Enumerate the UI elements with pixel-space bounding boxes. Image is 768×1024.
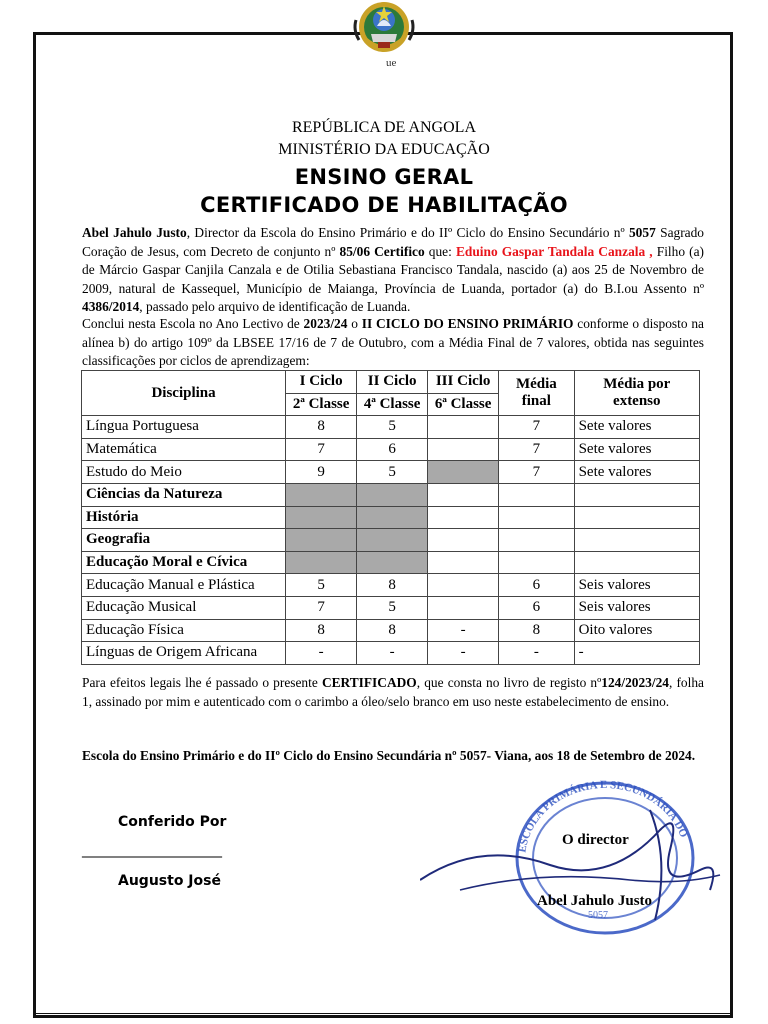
stamp-arc-text: ESCOLA PRIMÁRIA E SECUNDÁRIA DO — [516, 778, 690, 854]
text-segment: Sagrado Coração de Jesus, com Decreto de conjunto nº — [82, 225, 705, 259]
ciclo-3-grade-cell — [428, 596, 499, 619]
text-segment: Para efeitos legais lhe é passado o presente — [82, 675, 322, 690]
text-segment: 85/06 Certifico — [339, 243, 425, 259]
ciclo-2-grade-cell — [357, 529, 428, 552]
legal-paragraph — [82, 674, 704, 711]
media-final-cell: 6 — [499, 596, 574, 619]
ciclo-1-grade-cell: 8 — [286, 416, 357, 439]
media-extenso-cell: Seis valores — [574, 596, 699, 619]
school-location-date: Escola do Ensino Primário e do IIº Ciclo do Ensino Secundária nº 5057- Viana, aos 18 de Setembro de 2024. — [82, 748, 696, 763]
ciclo-3-grade-cell — [428, 506, 499, 529]
ciclo-2-grade-cell: 8 — [357, 619, 428, 642]
media-extenso-cell: Seis valores — [574, 574, 699, 597]
discipline-cell: Estudo do Meio — [82, 461, 286, 484]
media-extenso-cell — [574, 506, 699, 529]
table-row — [82, 461, 700, 484]
ciclo-3-grade-cell — [428, 574, 499, 597]
media-final-cell: 6 — [499, 574, 574, 597]
ciclo-2-grade-cell: 5 — [357, 416, 428, 439]
header-disciplina: Disciplina — [82, 371, 286, 416]
text-segment: 2023/24 — [303, 316, 348, 331]
discipline-cell: História — [82, 506, 286, 529]
media-final-cell — [499, 506, 574, 529]
discipline-cell: Línguas de Origem Africana — [82, 642, 286, 665]
discipline-cell: Ciências da Natureza — [82, 483, 286, 506]
ciclo-3-grade-cell — [428, 416, 499, 439]
header-media-extenso: Média por extenso — [574, 371, 699, 416]
media-extenso-cell — [574, 551, 699, 574]
ciclo-1-grade-cell — [286, 551, 357, 574]
text-segment: , passado pelo arquivo de identificação de Luanda. — [139, 299, 411, 315]
table-row — [82, 529, 700, 552]
stamp-number: 5057 — [588, 910, 608, 921]
ciclo-3-grade-cell — [428, 461, 499, 484]
ciclo-3-grade-cell: - — [428, 642, 499, 665]
ciclo-3-grade-cell — [428, 529, 499, 552]
table-row — [82, 506, 700, 529]
ciclo-3-grade-cell — [428, 438, 499, 461]
ciclo-1-grade-cell: 9 — [286, 461, 357, 484]
media-final-cell: - — [499, 642, 574, 665]
text-segment: 5057 — [628, 225, 656, 240]
header-classe-6: 6ª Classe — [428, 393, 499, 416]
media-final-cell: 8 — [499, 619, 574, 642]
ministry-heading: MINISTÉRIO DA EDUCAÇÃO — [278, 141, 490, 158]
ciclo-1-grade-cell — [286, 483, 357, 506]
ciclo-1-grade-cell: - — [286, 642, 357, 665]
director-name: Abel Jahulo Justo — [537, 893, 653, 909]
ciclo-3-grade-cell — [428, 551, 499, 574]
text-segment: Abel Jahulo Justo — [82, 225, 187, 240]
table-row — [82, 574, 700, 597]
certificate-paragraph-conclusion — [82, 315, 704, 371]
table-row — [82, 483, 700, 506]
school-stamp-and-signature — [420, 770, 730, 940]
text-segment: 124/2023/24 — [601, 675, 669, 690]
ciclo-2-grade-cell: 8 — [357, 574, 428, 597]
document-title-ensino-geral: ENSINO GERAL — [294, 165, 474, 189]
table-row — [82, 619, 700, 642]
text-segment: , que consta no livro de registo nº — [416, 675, 602, 690]
header-ciclo-3: III Ciclo — [428, 371, 499, 394]
discipline-cell: Geografia — [82, 529, 286, 552]
media-extenso-cell — [574, 529, 699, 552]
ciclo-2-grade-cell: - — [357, 642, 428, 665]
ciclo-2-grade-cell: 5 — [357, 596, 428, 619]
table-row — [82, 596, 700, 619]
header-ciclo-1: I Ciclo — [286, 371, 357, 394]
media-extenso-cell: Oito valores — [574, 619, 699, 642]
text-segment: Eduino Gaspar Tandala Canzala , — [455, 243, 653, 259]
text-segment: conforme o disposto na alínea b) do artigo 109º da LBSEE 17/16 de 7 de Outubro, com a Média Final de 7 valores, obtida nas seguintes classificações por ciclos de aprendizagem: — [82, 316, 704, 369]
media-extenso-cell — [574, 483, 699, 506]
discipline-cell: Educação Musical — [82, 596, 286, 619]
discipline-cell: Educação Moral e Cívica — [82, 551, 286, 574]
conferido-por-label: Conferido Por — [118, 814, 227, 830]
ciclo-2-grade-cell — [357, 506, 428, 529]
media-final-cell: 7 — [499, 416, 574, 439]
discipline-cell: Língua Portuguesa — [82, 416, 286, 439]
text-segment: II CICLO DO ENSINO PRIMÁRIO — [361, 316, 574, 331]
conferido-name: Augusto José — [118, 873, 221, 889]
ciclo-1-grade-cell: 7 — [286, 438, 357, 461]
ciclo-3-grade-cell: - — [428, 619, 499, 642]
ciclo-2-grade-cell — [357, 483, 428, 506]
grades-table-body — [82, 416, 700, 665]
ciclo-1-grade-cell — [286, 529, 357, 552]
republic-heading: REPÚBLICA DE ANGOLA — [291, 119, 476, 136]
ciclo-1-grade-cell: 5 — [286, 574, 357, 597]
ciclo-3-grade-cell — [428, 483, 499, 506]
table-row — [82, 642, 700, 665]
text-segment: que: — [424, 243, 456, 259]
ciclo-1-grade-cell — [286, 506, 357, 529]
media-extenso-cell: - — [574, 642, 699, 665]
angola-coat-of-arms-emblem — [347, 0, 421, 62]
text-segment: , folha 1, assinado por mim e autenticado com o carimbo a óleo/selo branco em uso neste estabelecimento de ensino. — [82, 675, 704, 709]
media-final-cell: 7 — [499, 461, 574, 484]
director-title: O director — [562, 832, 629, 848]
text-segment: , Director da Escola do Ensino Primário e do IIº Ciclo do Ensino Secundário nº — [186, 225, 629, 240]
text-segment: 4386/2014 — [82, 299, 140, 315]
discipline-cell: Educação Manual e Plástica — [82, 574, 286, 597]
table-row — [82, 438, 700, 461]
media-extenso-cell: Sete valores — [574, 416, 699, 439]
emblem-text-fragment: ue — [386, 57, 397, 69]
media-extenso-cell: Sete valores — [574, 438, 699, 461]
discipline-cell: Educação Física — [82, 619, 286, 642]
media-final-cell — [499, 551, 574, 574]
text-segment: Conclui nesta Escola no Ano Lectivo de — [82, 316, 304, 331]
border-inner-line — [36, 1013, 730, 1014]
conferido-signature-line: ____________________ — [82, 842, 222, 858]
header-ciclo-2: II Ciclo — [357, 371, 428, 394]
grades-table — [81, 370, 700, 665]
ciclo-2-grade-cell — [357, 551, 428, 574]
header-media-final: Média final — [499, 371, 574, 416]
ciclo-2-grade-cell: 6 — [357, 438, 428, 461]
table-row — [82, 551, 700, 574]
document-title-certificado: CERTIFICADO DE HABILITAÇÃO — [200, 193, 568, 217]
media-final-cell — [499, 529, 574, 552]
certificate-paragraph-identity — [82, 224, 704, 317]
ciclo-1-grade-cell: 7 — [286, 596, 357, 619]
media-final-cell: 7 — [499, 438, 574, 461]
media-final-cell — [499, 483, 574, 506]
table-row — [82, 416, 700, 439]
discipline-cell: Matemática — [82, 438, 286, 461]
ciclo-1-grade-cell: 8 — [286, 619, 357, 642]
ciclo-2-grade-cell: 5 — [357, 461, 428, 484]
text-segment: o — [347, 316, 362, 331]
header-classe-2: 2ª Classe — [286, 393, 357, 416]
text-segment: CERTIFICADO — [321, 675, 417, 690]
media-extenso-cell: Sete valores — [574, 461, 699, 484]
header-classe-4: 4ª Classe — [357, 393, 428, 416]
text-segment: Filho (a) de Márcio Gaspar Canjila Canzala e de Otilia Sebastiana Francisco Tandala, nascido (a) aos 25 de Novembro de 2009, natural de Kassequel, Município de Maianga, Província de Luanda, portador (a) do B.I.ou Assento nº — [82, 243, 704, 296]
